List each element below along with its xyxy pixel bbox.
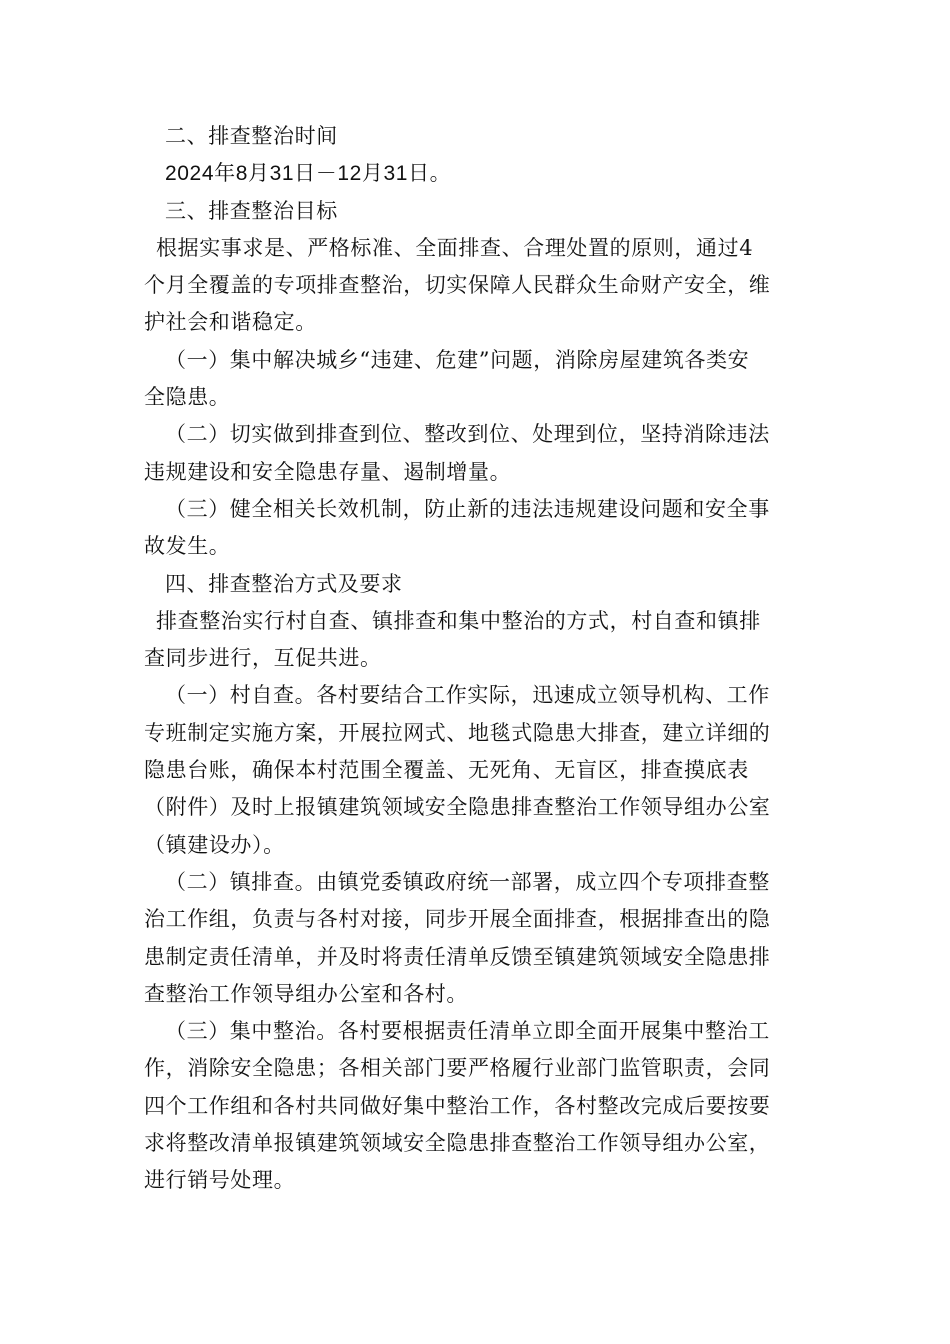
paragraph-line: 患制定责任清单，并及时将责任清单反馈至镇建筑领域安全隐患排 <box>144 944 771 969</box>
section-heading-method: 四、排查整治方式及要求 <box>165 571 403 596</box>
paragraph-line: 故发生。 <box>144 534 231 559</box>
paragraph-line: 进行销号处理。 <box>144 1168 296 1193</box>
paragraph-line: 查同步进行，互促共进。 <box>144 646 382 671</box>
paragraph-line: 查整治工作领导组办公室和各村。 <box>144 981 468 1006</box>
paragraph-line: （附件）及时上报镇建筑领域安全隐患排查整治工作领导组办公室 <box>144 795 771 820</box>
paragraph-line: 四个工作组和各村共同做好集中整治工作，各村整改完成后要按要 <box>144 1093 771 1118</box>
method-item-2: （二）镇排查。由镇党委镇政府统一部署，成立四个专项排查整 <box>165 869 770 894</box>
method-item-3: （三）集中整治。各村要根据责任清单立即全面开展集中整治工 <box>165 1019 770 1044</box>
section-heading-time: 二、排查整治时间 <box>165 124 338 148</box>
goal-item-1: （一）集中解决城乡“违建、危建”问题，消除房屋建筑各类安 <box>165 347 750 372</box>
paragraph-line: 治工作组，负责与各村对接，同步开展全面排查，根据排查出的隐 <box>144 907 771 932</box>
paragraph-line: 排查整治实行村自查、镇排查和集中整治的方式，村自查和镇排 <box>156 608 761 633</box>
paragraph-line: 护社会和谐稳定。 <box>144 310 317 335</box>
method-item-1: （一）村自查。各村要结合工作实际，迅速成立领导机构、工作 <box>165 683 770 708</box>
paragraph-line: 违规建设和安全隐患存量、遏制增量。 <box>144 459 512 484</box>
goal-item-3: （三）健全相关长效机制，防止新的违法违规建设问题和安全事 <box>165 496 770 521</box>
paragraph-line: 求将整改清单报镇建筑领域安全隐患排查整治工作领导组办公室， <box>144 1131 771 1156</box>
paragraph-line: 全隐患。 <box>144 385 231 410</box>
paragraph-line: 隐患台账，确保本村范围全覆盖、无死角、无盲区，排查摸底表 <box>144 758 749 783</box>
section-heading-goal: 三、排查整治目标 <box>165 198 338 223</box>
goal-item-2: （二）切实做到排查到位、整改到位、处理到位，坚持消除违法 <box>165 422 770 447</box>
paragraph-line: （镇建设办）。 <box>144 832 285 857</box>
time-range: 2024年8月31日－12月31日。 <box>165 162 452 186</box>
paragraph-line: 作，消除安全隐患；各相关部门要严格履行业部门监管职责，会同 <box>144 1056 771 1081</box>
paragraph-line: 个月全覆盖的专项排查整治，切实保障人民群众生命财产安全，维 <box>144 273 771 298</box>
paragraph-line: 专班制定实施方案，开展拉网式、地毯式隐患大排查，建立详细的 <box>144 720 771 745</box>
document-body <box>144 118 816 1200</box>
paragraph-line: 根据实事求是、严格标准、全面排查、合理处置的原则，通过4 <box>156 235 754 260</box>
